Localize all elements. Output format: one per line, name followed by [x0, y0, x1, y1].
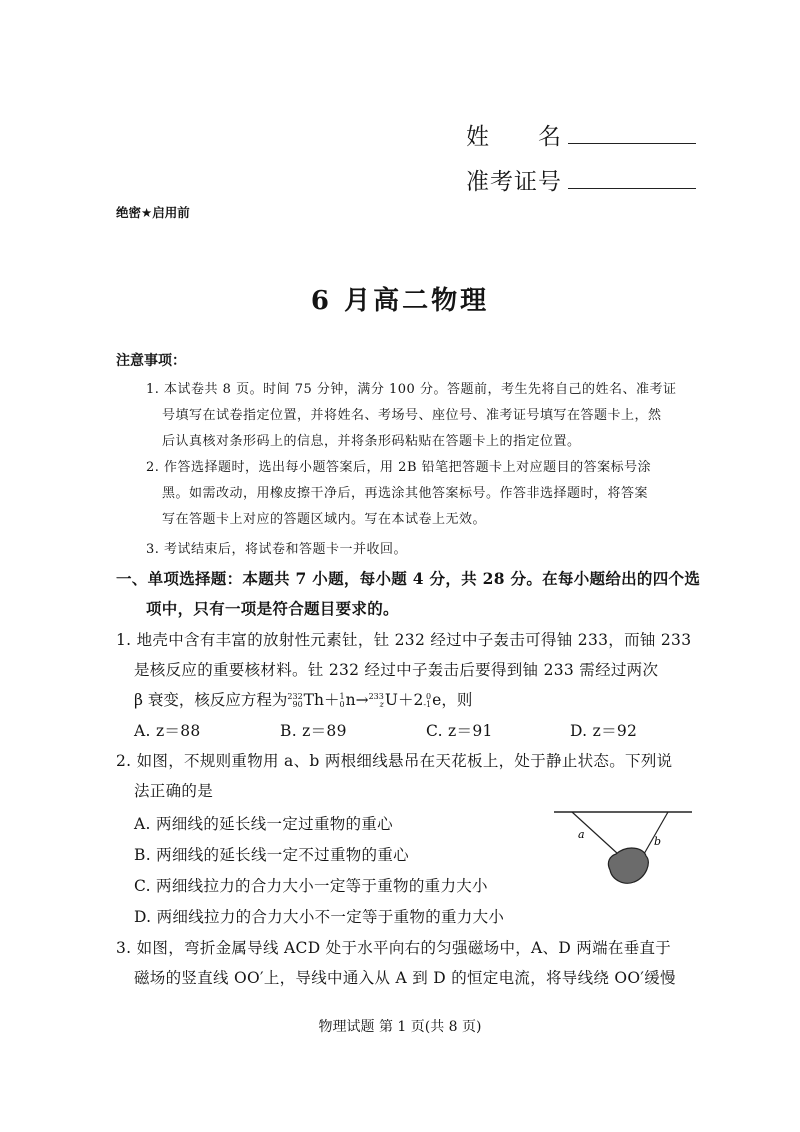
q1-option-c[interactable]: C. z＝91	[426, 722, 493, 740]
q3-line: 3. 如图，弯折金属导线 ACD 处于水平向右的匀强磁场中，A、D 两端在垂直于	[116, 939, 672, 957]
exam-id-underline	[568, 187, 696, 189]
name-label: 姓 名	[466, 124, 562, 150]
th-symbol: Th	[303, 691, 324, 709]
section-heading: 一、单项选择题：本题共 7 小题，每小题 4 分，共 28 分。在每小题给出的四个选	[116, 569, 701, 588]
name-underline	[568, 142, 696, 144]
q2-option-c[interactable]: C. 两细线拉力的合力大小一定等于重物的重力大小	[134, 877, 488, 895]
plus-two: ＋2	[397, 691, 424, 709]
q2-option-a[interactable]: A. 两细线的延长线一定过重物的重心	[134, 815, 393, 833]
q1-suffix: ，则	[441, 691, 473, 709]
q1-line: 是核反应的重要核材料。钍 232 经过中子轰击后要得到铀 233 需经过两次	[134, 661, 659, 679]
q2-line: 2. 如图，不规则重物用 a、b 两根细线悬吊在天花板上，处于静止状态。下列说	[116, 752, 673, 770]
u-numbers	[369, 693, 384, 709]
notice-line: 写在答题卡上对应的答题区域内。写在本试卷上无效。	[162, 512, 487, 527]
name-field[interactable]	[466, 118, 696, 151]
section-heading-cont: 项中，只有一项是符合题目要求的。	[146, 599, 399, 618]
plus-sign: ＋	[324, 691, 340, 709]
notice-line: 黑。如需改动，用橡皮擦干净后，再选涂其他答案标号。作答非选择题时，将答案	[162, 486, 649, 501]
n-numbers	[340, 693, 345, 709]
exam-id-label: 准考证号	[466, 169, 562, 195]
th-mass: 232	[287, 692, 303, 701]
u-symbol: U	[384, 691, 398, 709]
q1-option-a[interactable]: A. z＝88	[134, 722, 201, 740]
e-mass: 0	[426, 692, 432, 701]
th-numbers	[287, 693, 302, 709]
page-title: 6 月高二物理	[310, 286, 490, 316]
q1-line: 1. 地壳中含有丰富的放射性元素钍，钍 232 经过中子轰击可得铀 233，而铀 233	[116, 631, 692, 649]
n-mass: 1	[339, 692, 345, 701]
n-symbol: n	[345, 691, 356, 709]
e-charge: -1	[423, 700, 432, 709]
notice-line: 2. 作答选择题时，选出每小题答案后，用 2B 铅笔把答题卡上对应题目的答案标号涂	[146, 460, 652, 475]
q1-option-d[interactable]: D. z＝92	[570, 722, 638, 740]
e-symbol: e	[432, 691, 442, 709]
notice-heading: 注意事项：	[116, 353, 186, 369]
notice-line: 3. 考试结束后，将试卷和答题卡一并收回。	[146, 542, 408, 557]
label-b: b	[654, 835, 662, 848]
secret-mark: 绝密★启用前	[116, 205, 190, 220]
notice-line: 1. 本试卷共 8 页。时间 75 分钟，满分 100 分。答题前，考生先将自己的姓名、准考证	[146, 382, 677, 397]
e-numbers	[423, 693, 431, 709]
exam-id-field[interactable]	[466, 163, 696, 196]
u-mass: 233	[368, 692, 384, 701]
th-charge: 90	[292, 700, 303, 709]
notice-line: 号填写在试卷指定位置，并将姓名、考场号、座位号、准考证号填写在答题卡上，然	[162, 408, 662, 423]
reaction-arrow: →	[355, 691, 369, 709]
label-a: a	[578, 828, 585, 841]
notice-line: 后认真核对条形码上的信息，并将条形码粘贴在答题卡上的指定位置。	[162, 434, 581, 449]
q2-figure	[548, 800, 698, 895]
q2-option-b[interactable]: B. 两细线的延长线一定不过重物的重心	[134, 846, 409, 864]
n-charge: 0	[339, 700, 345, 709]
q3-line: 磁场的竖直线 OO′上，导线中通入从 A 到 D 的恒定电流，将导线绕 OO′缓慢	[134, 969, 676, 987]
q2-line: 法正确的是	[134, 782, 214, 800]
q1-equation-line	[134, 688, 472, 710]
page-footer: 物理试题 第 1 页(共 8 页)	[318, 1019, 482, 1035]
irregular-weight	[608, 848, 648, 883]
q1-line-prefix: β 衰变，核反应方程为	[134, 691, 288, 709]
q2-option-d[interactable]: D. 两细线拉力的合力大小不一定等于重物的重力大小	[134, 908, 505, 926]
q1-option-b[interactable]: B. z＝89	[280, 722, 347, 740]
u-charge: z	[379, 700, 384, 709]
